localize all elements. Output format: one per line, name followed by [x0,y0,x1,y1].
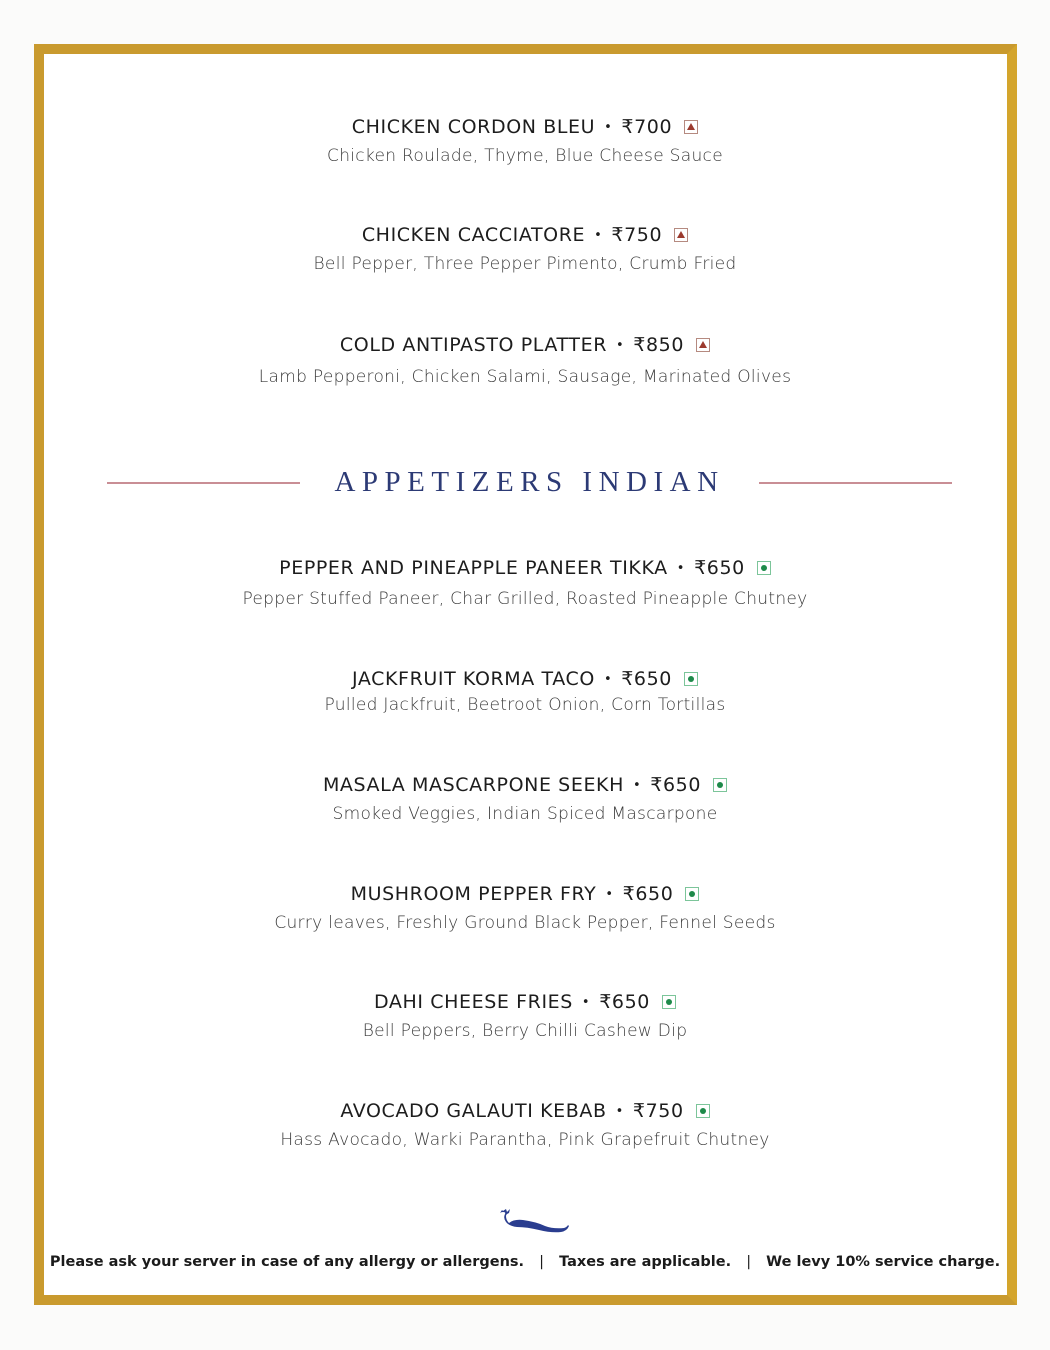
menu-item-name: CHICKEN CACCIATORE [361,224,586,246]
menu-item [0,1099,1050,1150]
peacock-icon [495,1207,570,1243]
menu-item-title [352,667,698,691]
menu-item-name: DAHI CHEESE FRIES [374,991,573,1013]
veg-icon [757,561,771,575]
separator-dot: • [615,1103,624,1119]
menu-item-price: ₹650 [650,774,702,796]
veg-icon [696,1104,710,1118]
menu-item-name: AVOCADO GALAUTI KEBAB [340,1100,607,1122]
separator-dot: • [633,777,642,793]
separator-dot: • [581,994,591,1010]
menu-item-price: ₹750 [611,224,663,246]
veg-icon [685,887,699,901]
non-veg-icon [696,338,710,352]
menu-item-price: ₹700 [621,116,673,138]
veg-icon [713,778,727,792]
allergy-note: Please ask your server in case of any allergy or allergens. [49,1254,525,1270]
menu-item-title [340,333,710,357]
separator-dot: • [603,671,613,687]
menu-item [0,773,1050,824]
menu-item [0,115,1050,166]
menu-item-price: ₹650 [694,557,745,579]
menu-item-description: Hass Avocado, Warki Parantha, Pink Grapefruit Chutney [280,1130,770,1150]
menu-item-price: ₹750 [632,1100,684,1122]
menu-item-description: Bell Peppers, Berry Chilli Cashew Dip [362,1021,688,1041]
menu-item-description: Lamb Pepperoni, Chicken Salami, Sausage, Marinated Olives [258,367,792,387]
non-veg-icon [674,228,688,242]
menu-item-description: Bell Pepper, Three Pepper Pimento, Crumb Fried [313,254,737,274]
non-veg-icon [684,120,698,134]
menu-item-description: Pulled Jackfruit, Beetroot Onion, Corn Tortillas [324,695,726,715]
menu-item-description: Pepper Stuffed Paneer, Char Grilled, Roasted Pineapple Chutney [242,589,808,609]
menu-item-price: ₹650 [622,883,674,905]
menu-item [0,223,1050,274]
section-title: APPETIZERS INDIAN [334,466,725,498]
heading-rule-left [107,482,300,484]
tax-note: Taxes are applicable. [559,1254,732,1270]
menu-item-title [352,115,698,139]
service-charge-note: We levy 10% service charge. [766,1254,1001,1270]
footer-divider: | [746,1254,752,1270]
menu-item-title [374,990,676,1014]
menu-item-description: Curry leaves, Freshly Ground Black Pepper, Fennel Seeds [274,913,776,933]
menu-item-name: COLD ANTIPASTO PLATTER [339,334,608,356]
menu-item [0,556,1050,609]
footer-notes [0,1254,1050,1270]
separator-dot: • [605,886,614,902]
menu-item-title [351,882,700,906]
menu-item-title [279,556,771,580]
heading-rule-right [759,482,952,484]
separator-dot: • [594,227,603,243]
footer-divider: | [539,1254,545,1270]
section-heading [107,466,952,499]
menu-item [0,333,1050,387]
menu-item [0,882,1050,933]
menu-item-title [340,1099,709,1123]
veg-icon [684,672,698,686]
menu-item [0,667,1050,715]
menu-item-name: MUSHROOM PEPPER FRY [350,883,597,905]
menu-item-name: MASALA MASCARPONE SEEKH [322,774,625,796]
menu-item-price: ₹850 [633,334,685,356]
menu-item-description: Chicken Roulade, Thyme, Blue Cheese Sauce [327,146,723,166]
menu-item-name: CHICKEN CORDON BLEU [351,116,596,138]
veg-icon [662,995,676,1009]
menu-item [0,990,1050,1041]
menu-item-price: ₹650 [621,668,672,690]
separator-dot: • [616,337,625,353]
separator-dot: • [676,560,686,576]
separator-dot: • [604,119,613,135]
menu-item-price: ₹650 [599,991,650,1013]
menu-item-name: JACKFRUIT KORMA TACO [351,668,595,690]
menu-item-name: PEPPER AND PINEAPPLE PANEER TIKKA [279,557,668,579]
menu-item-description: Smoked Veggies, Indian Spiced Mascarpone [332,804,718,824]
menu-item-title [362,223,688,247]
menu-item-title [323,773,727,797]
